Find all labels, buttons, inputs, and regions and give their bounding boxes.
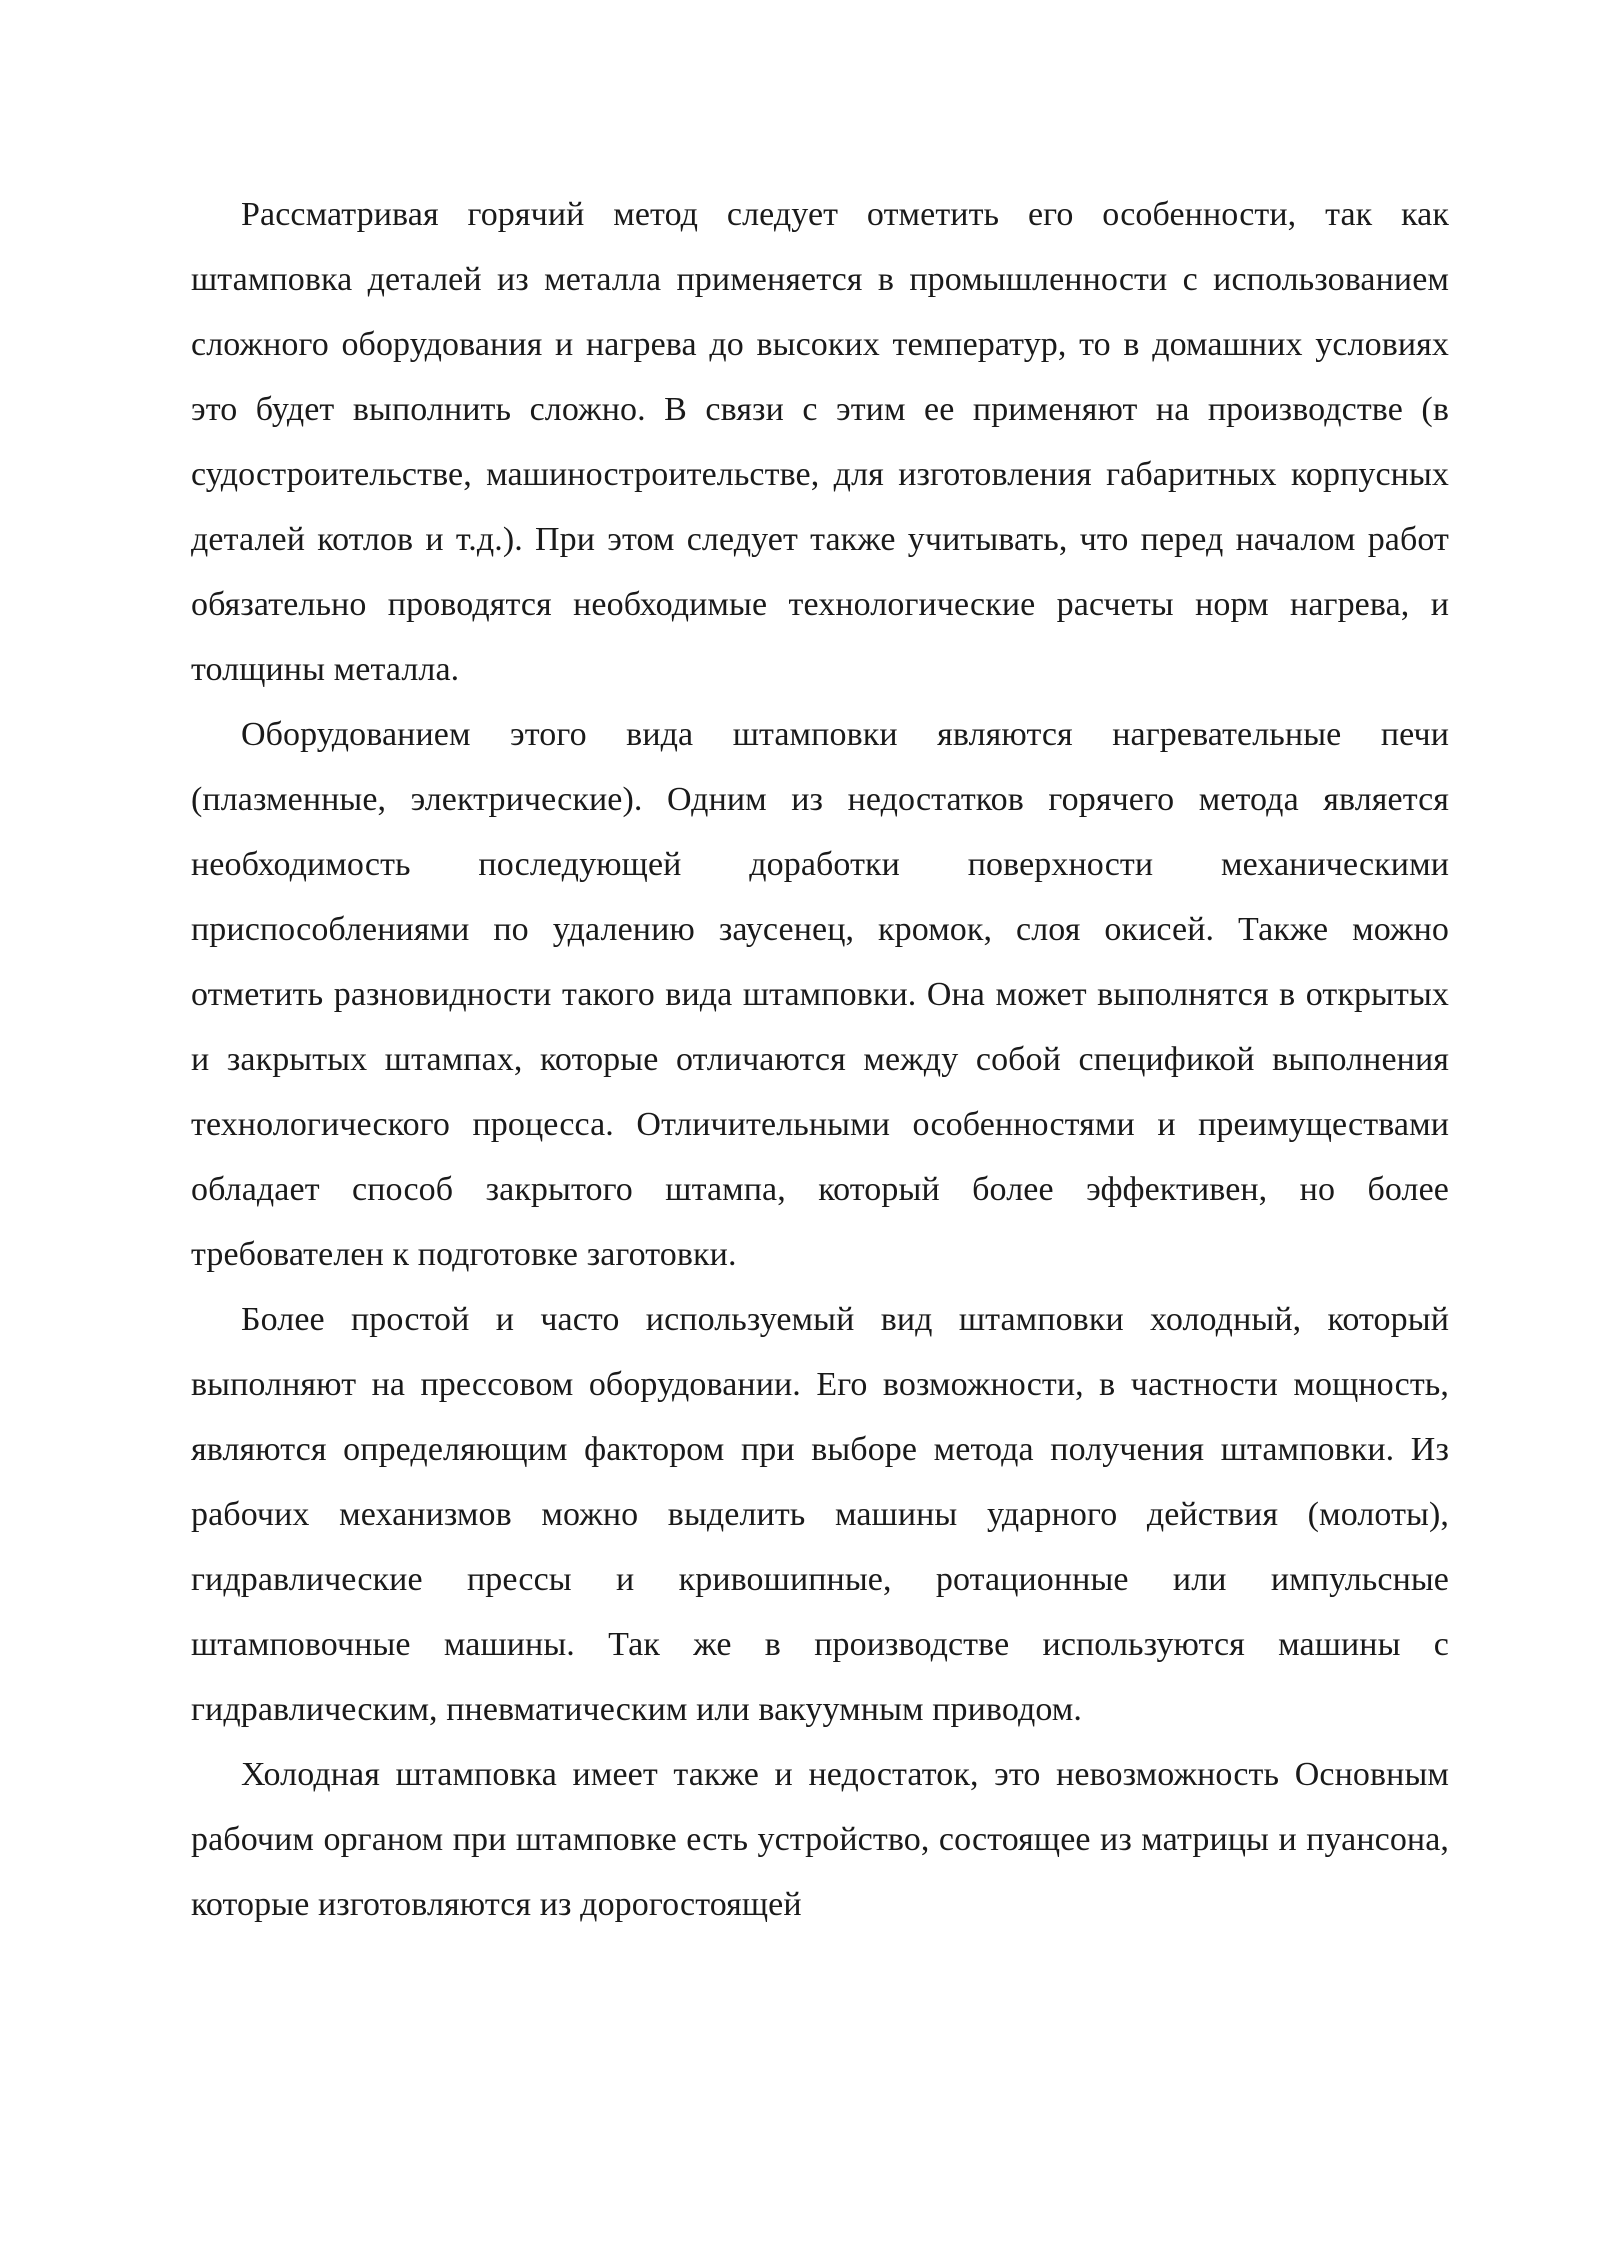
paragraph-hot-method: Рассматривая горячий метод следует отметить его особенности, так как штамповка деталей из металла применяется в промышленности с использованием сложного оборудования и нагрева до высоких температур, то в домашних условиях это будет выполнить сложно. В связи с этим ее применяют на производстве (в судостроительстве, машиностроительстве, для изготовления габаритных корпусных деталей котлов и т.д.). При этом следует также учитывать, что перед началом работ обязательно проводятся необходимые технологические расчеты норм нагрева, и толщины металла.	[191, 196, 1449, 688]
document-body	[191, 182, 1449, 1937]
paragraph-cold-method: Более простой и часто используемый вид штамповки холодный, который выполняют на прессовом оборудовании. Его возможности, в частности мощность, являются определяющим фактором при выборе метода получения штамповки. Из рабочих механизмов можно выделить машины ударного действия (молоты), гидравлические прессы и кривошипные, ротационные или импульсные штамповочные машины. Так же в производстве используются машины с гидравлическим, пневматическим или вакуумным приводом.	[191, 1301, 1449, 1728]
paragraph-cold-drawback: Холодная штамповка имеет также и недостаток, это невозможность Основным рабочим органом при штамповке есть устройство, состоящее из матрицы и пуансона, которые изготовляются из дорогостоящей	[191, 1756, 1449, 1923]
paragraph-equipment: Оборудованием этого вида штамповки являются нагревательные печи (плазменные, электрические). Одним из недостатков горячего метода является необходимость последующей доработки поверхности механическими приспособлениями по удалению заусенец, кромок, слоя окисей. Также можно отметить разновидности такого вида штамповки. Она может выполнятся в открытых и закрытых штампах, которые отличаются между собой спецификой выполнения технологического процесса. Отличительными особенностями и преимуществами обладает способ закрытого штампа, который более эффективен, но более требователен к подготовке заготовки.	[191, 716, 1449, 1273]
